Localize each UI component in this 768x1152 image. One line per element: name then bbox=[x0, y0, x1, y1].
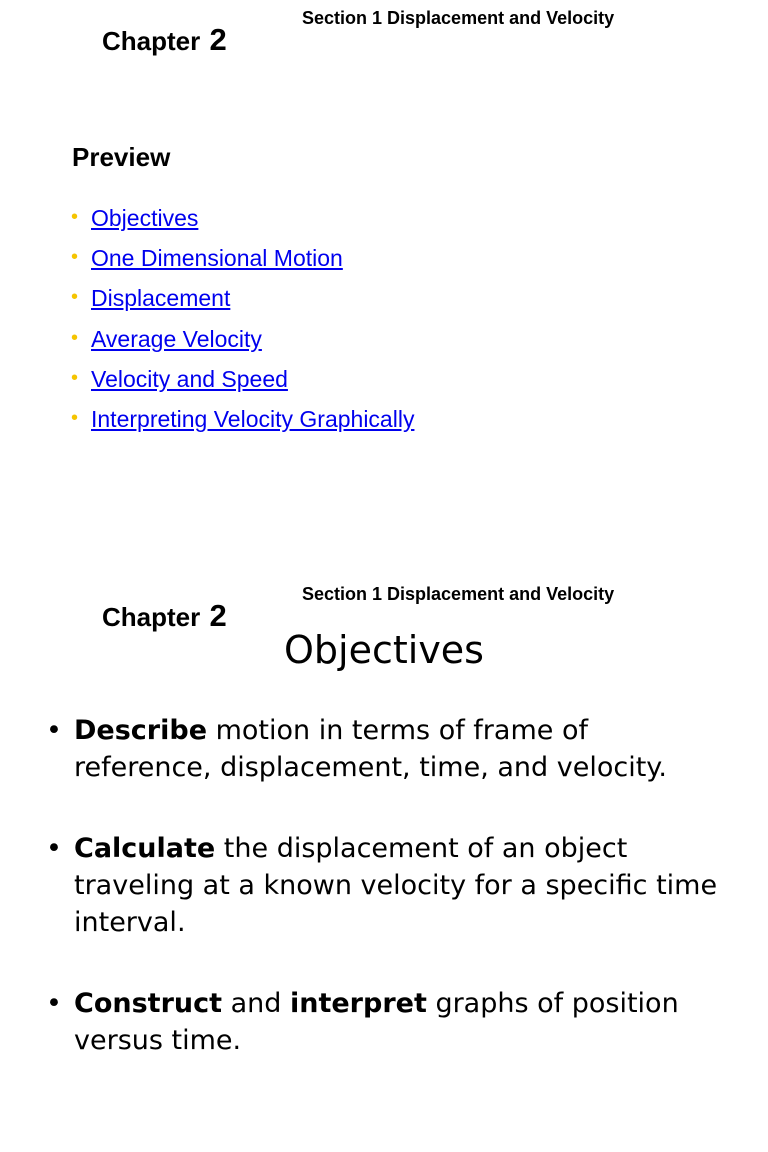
bullet-icon: • bbox=[71, 366, 79, 389]
chapter-number: 2 bbox=[209, 22, 227, 57]
objective-text: motion in terms of frame of reference, displacement, time, and velocity. bbox=[74, 715, 668, 783]
objective-item bbox=[46, 830, 726, 941]
link-one-dimensional-motion[interactable]: One Dimensional Motion bbox=[91, 245, 343, 272]
chapter-number: 2 bbox=[209, 598, 227, 633]
objective-keyword: Calculate bbox=[74, 833, 216, 864]
objective-connector: and bbox=[222, 988, 290, 1019]
preview-list bbox=[71, 204, 414, 445]
preview-item-one-dimensional-motion bbox=[71, 244, 414, 284]
chapter-header bbox=[102, 24, 227, 57]
preview-item-displacement bbox=[71, 284, 414, 324]
link-average-velocity[interactable]: Average Velocity bbox=[91, 325, 262, 352]
preview-item-average-velocity bbox=[71, 325, 414, 365]
objectives-slide bbox=[0, 576, 768, 1152]
objective-text: graphs of position versus time. bbox=[74, 988, 679, 1056]
bullet-icon: • bbox=[71, 246, 79, 269]
objective-keyword: interpret bbox=[289, 988, 427, 1019]
objective-text: the displacement of an object traveling at a known velocity for a specific time interval. bbox=[74, 833, 718, 938]
chapter-label: Chapter bbox=[102, 26, 201, 56]
objective-keyword: Construct bbox=[74, 988, 223, 1019]
bullet-icon: • bbox=[71, 206, 79, 228]
preview-item-objectives bbox=[71, 204, 414, 244]
section-header: Section 1 Displacement and Velocity bbox=[302, 8, 615, 28]
bullet-icon: • bbox=[46, 988, 62, 1019]
objectives-title: Objectives bbox=[284, 628, 484, 672]
bullet-icon: • bbox=[71, 326, 79, 349]
objective-item bbox=[46, 985, 726, 1059]
link-interpreting-velocity-graphically[interactable]: Interpreting Velocity Graphically bbox=[91, 405, 415, 432]
objective-item bbox=[46, 712, 726, 786]
preview-item-velocity-and-speed bbox=[71, 365, 414, 405]
bullet-icon: • bbox=[71, 286, 79, 309]
link-displacement[interactable]: Displacement bbox=[91, 285, 231, 312]
bullet-icon: • bbox=[46, 833, 62, 864]
chapter-label: Chapter bbox=[102, 602, 201, 632]
section-header: Section 1 Displacement and Velocity bbox=[302, 584, 615, 604]
preview-title: Preview bbox=[72, 142, 171, 172]
link-objectives[interactable]: Objectives bbox=[91, 205, 199, 231]
link-velocity-and-speed[interactable]: Velocity and Speed bbox=[91, 365, 288, 392]
objectives-list bbox=[46, 712, 726, 1103]
bullet-icon: • bbox=[46, 715, 62, 746]
bullet-icon: • bbox=[71, 406, 79, 429]
objective-keyword: Describe bbox=[74, 715, 208, 746]
preview-item-interpreting-velocity-graphically bbox=[71, 405, 414, 445]
